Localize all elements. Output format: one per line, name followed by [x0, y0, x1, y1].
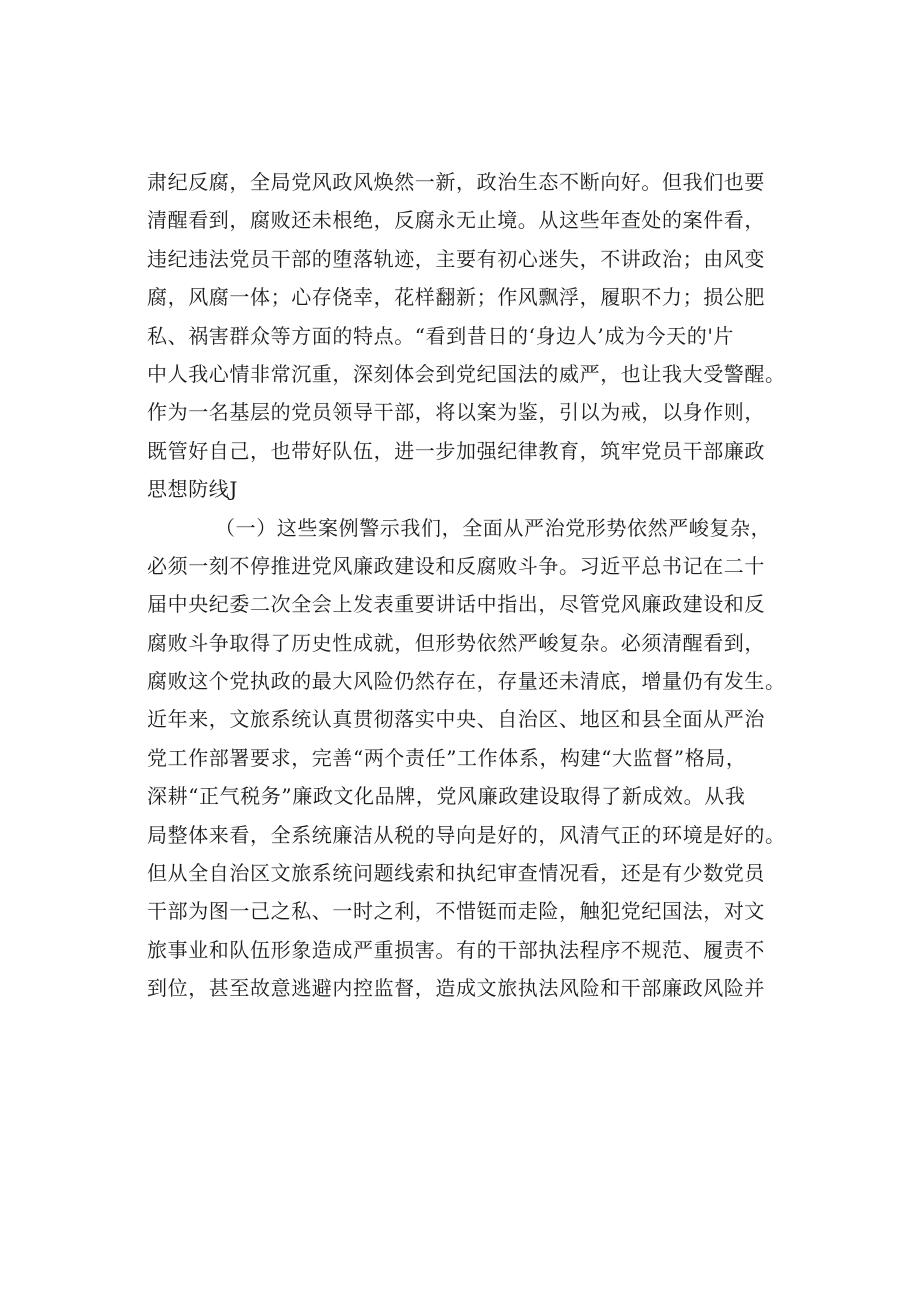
text-line: 清醒看到，腐败还未根绝，反腐永无止境。从这些年查处的案件看， [147, 208, 765, 233]
text-line: 必须一刻不停推进党风廉政建设和反腐败斗争。习近平总书记在二十 [147, 553, 765, 578]
text-line: 腐，风腐一体；心存侥幸，花样翻新；作风飘浮，履职不力；损公肥 [147, 285, 765, 310]
text-line: 深耕“正气税务”廉政文化品牌，党风廉政建设取得了新成效。从我 [147, 784, 746, 809]
text-line: 肃纪反腐，全局党风政风焕然一新，政治生态不断向好。但我们也要 [147, 170, 765, 194]
text-line: 局整体来看，全系统廉洁从税的导向是好的，风清气正的环境是好的。 [147, 822, 786, 847]
text-line: 届中央纪委二次全会上发表重要讲话中指出，尽管党风廉政建设和反 [147, 592, 765, 617]
text-line: 违纪违法党员干部的堕落轨迹，主要有初心迷失，不讲政治；由风变 [147, 246, 765, 271]
text-line: 作为一名基层的党员领导干部，将以案为鉴，引以为戒，以身作则， [147, 400, 765, 425]
text-line: （一）这些案例警示我们，全面从严治党形势依然严峻复杂， [215, 515, 772, 540]
text-line: 到位，甚至故意逃避内控监督，造成文旅执法风险和干部廉政风险并 [147, 976, 765, 1001]
text-line: 既管好自己，也带好队伍，进一步加强纪律教育，筑牢党员干部廉政 [147, 438, 765, 463]
body-text [147, 163, 827, 1008]
text-line: 但从全自治区文旅系统问题线索和执纪审查情况看，还是有少数党员 [147, 861, 765, 886]
text-line: 腐败斗争取得了历史性成就，但形势依然严峻复杂。必须清醒看到， [147, 630, 765, 655]
text-line: 思想防线J [147, 477, 239, 502]
paragraph-2 [147, 509, 827, 1008]
text-line: 腐败这个党执政的最大风险仍然存在，存量还未清底，增量仍有发生。 [147, 669, 786, 694]
text-line: 党工作部署要求，完善“两个责任”工作体系，构建“大监督”格局， [147, 745, 747, 770]
text-line: 中人我心情非常沉重，深刻体会到党纪国法的威严，也让我大受警醒。 [147, 361, 786, 386]
text-line: 干部为图一己之私、一时之利，不惜铤而走险，触犯党纪国法，对文 [147, 899, 765, 924]
text-line: 旅事业和队伍形象造成严重损害。有的干部执法程序不规范、履责不 [147, 937, 765, 962]
text-line: 近年来，文旅系统认真贯彻落实中央、自治区、地区和县全面从严治 [147, 707, 765, 732]
text-line: 私、祸害群众等方面的特点。“看到昔日的‘身边人’成为今天的'片 [147, 323, 735, 348]
paragraph-1 [147, 163, 827, 509]
